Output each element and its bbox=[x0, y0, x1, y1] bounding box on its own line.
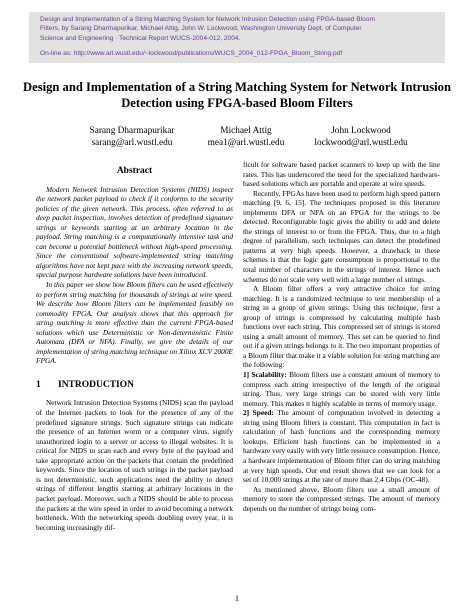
left-column bbox=[36, 167, 233, 532]
title-line: Design and Implementation of a String Matching System for Network Intrusion bbox=[23, 80, 451, 94]
author-name: John Lockwood bbox=[331, 126, 391, 136]
author-block bbox=[0, 126, 474, 152]
body-paragraph bbox=[243, 408, 440, 484]
paper-title bbox=[20, 79, 454, 111]
item-text: The amount of computation involved in detecting a string using Bloom filters is constant. This computation in fact is calculation of hash functions and the corresponding memory lookups. Efficient hash functions can be implemented in a hardware very easily with very little resource consumption. Hence, a hardware implementation of Bloom filter can do string matching at very high speeds. Our end result shows that we can look for a set of 10,000 strings at the rate of more than 2.4 Gbps (OC-48). bbox=[243, 408, 441, 485]
banner-url[interactable]: On-line as: http://www.arl.wustl.edu/~lockwood/publications/WUCS_2004_012-FPGA_Bloom_String.pdf bbox=[40, 49, 343, 57]
abstract-paragraph: In this paper we show how Bloom filters can be used effectively to perform string matching for thousands of strings at wire speed. We describe how Bloom filters can be implemented feasibly on commodity FPGA. Our analysis shows that this approach for string matching is more effective than the current FPGA-based solutions which use Deterministic or Non-deterministic Finite Automata (DFA or NFA). Finally, we give the details of our implementation of string matching technique on Xilinx XCV 2000E FPGA. bbox=[36, 280, 233, 366]
abstract-paragraph: Modern Network Intrusion Detection Systems (NIDS) inspect the network packet payload to check if it conforms to the security policies of the given network. This process, often referred to as deep packet inspection, involves detection of predefined signature strings or keywords starting at an arbitrary location in the payload. String matching is a computationally intensive task and can become a potential bottleneck without high-speed processing. Since the conventional software-implemented string matching algorithms have not kept pace with the increasing network speeds, special purpose hardware solutions have been introduced. bbox=[36, 184, 233, 280]
section-number: 1 bbox=[36, 379, 41, 390]
author-email: mea1@arl.wustl.edu bbox=[207, 137, 285, 148]
section-heading bbox=[36, 381, 233, 391]
body-paragraph: As mentioned above, Bloom filters use a small amount of memory to store the compressed strings. The amount of memory depends on the number of strings being com- bbox=[243, 484, 440, 513]
author-email: lockwood@arl.wustl.edu bbox=[314, 137, 408, 148]
title-line: Detection using FPGA-based Bloom Filters bbox=[121, 96, 353, 110]
author-name: Sarang Dharmapurikar bbox=[89, 126, 175, 136]
section-title: INTRODUCTION bbox=[58, 379, 135, 390]
body-paragraph: ficult for software based packet scanners to keep up with the line rates. This has underscored the need for the specialized hardware-based solutions which are portable and operate at wire speeds. bbox=[243, 160, 440, 189]
banner-line: Filters, by Sarang Dharmapurikar, Michael Attig, John W. Lockwood, Washington University Dept. of Computer bbox=[40, 25, 362, 33]
banner-line: Science and Engineering · Technical Report WUCS-2004-012, 2004. bbox=[40, 34, 241, 42]
body-paragraph bbox=[243, 370, 440, 408]
item-label: 2] Speed: bbox=[243, 408, 274, 418]
page-number: 1 bbox=[235, 594, 239, 603]
body-paragraph: A Bloom filter offers a very attractive choice for string matching. It is a randomized technique to test membership of a string in a group of given strings. Using this technique, first a group of strings is compressed by calculating multiple hash functions over each string. This compressed set of strings is stored using a small amount of memory. This set can be queried to find out if a given strings belongs to it. The two important properties of a Bloom filter that make it a viable solution for string matching are the following: bbox=[243, 284, 441, 370]
right-column bbox=[243, 160, 440, 513]
abstract-heading: Abstract bbox=[116, 166, 153, 176]
author bbox=[291, 126, 431, 149]
item-text: Bloom filters use a constant amount of memory to compress each string irrespective of the length of the original string. Thus, very large strings can be stored with very little memory. This makes it highly scalable in terms of memory usage. bbox=[243, 370, 441, 408]
author-email: sarang@arl.wustl.edu bbox=[91, 137, 173, 148]
author-name: Michael Attig bbox=[220, 126, 272, 136]
item-label: 1] Scalability: bbox=[243, 370, 287, 380]
banner-line: Design and Implementation of a String Matching System for Network Intrusion Detection using FPGA-based Bloom bbox=[40, 16, 375, 23]
body-paragraph: Network Intrusion Detection Systems (NIDS) scan the payload of the Internet packets to look for the presence of any of the predefined signature strings. Such signature strings can indicate the presence of an Internet worm or a computer virus, signify unauthorized login to a server or access to illegal websites. It is critical for NIDS to scan each and every byte of the payload and take appropriate action on the packets that contain the predefined keywords. Since the location of such strings in the packet payload is not deterministic, such applications need the ability to detect strings of different lengths starting at arbitrary locations in the packet payload. Moreover, such a NIDS should be able to process the packets at the wire speed in order to avoid becoming a network bottleneck. With the networking speeds doubling every year, it is becoming increasingly dif- bbox=[36, 398, 233, 532]
citation-banner bbox=[29, 12, 445, 63]
body-paragraph: Recently, FPGAs have been used to perform high speed pattern matching [9, 6, 15]. The techniques proposed in this literature implements DFA or NFA on an FPGA for the strings to be detected. Reconfigurable logic gives the ability to add and delete the strings of interest to or from the FPGA. Thus, due to a high degree of parallelism, such techniques can detect the predefined patterns at very high speeds. However, a drawback in these schemes is that the logic gate consumption is proportional to the total number of characters in the strings of interest. Hence such schemes do not scale very well with a large number of strings. bbox=[243, 188, 440, 284]
